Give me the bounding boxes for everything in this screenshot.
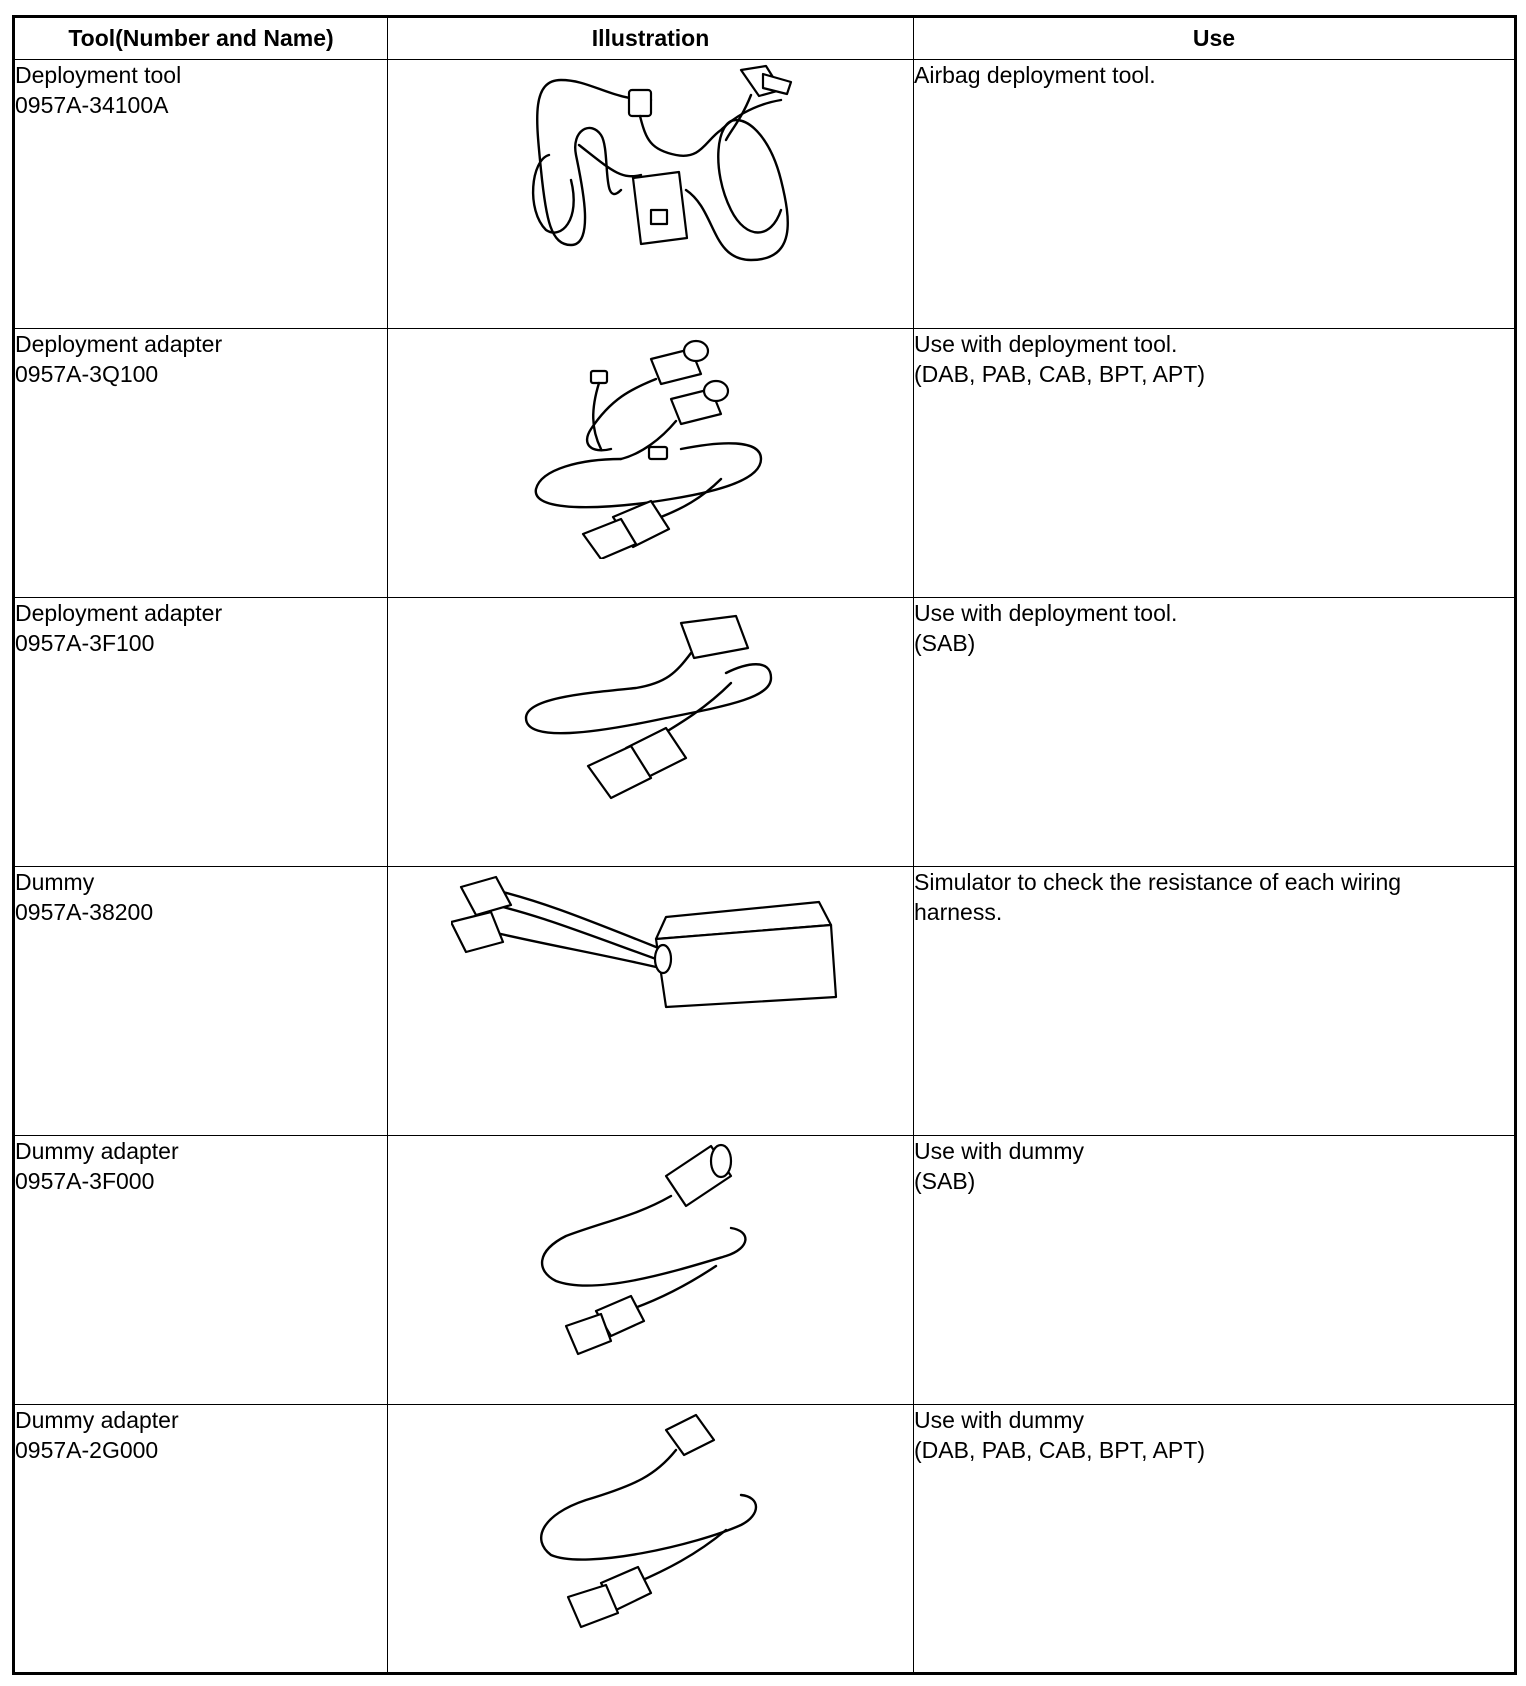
tool-name: Dummy bbox=[15, 869, 95, 895]
tool-name: Deployment adapter bbox=[15, 600, 223, 626]
table-row bbox=[14, 1405, 1516, 1674]
tool-cell bbox=[14, 1405, 388, 1674]
illustration-cell bbox=[388, 598, 914, 867]
table-row bbox=[14, 60, 1516, 329]
use-line-2: harness. bbox=[914, 899, 1003, 925]
tool-name: Deployment tool bbox=[15, 62, 182, 88]
tool-number: 0957A-3Q100 bbox=[15, 361, 159, 387]
use-line-1: Use with dummy bbox=[914, 1407, 1084, 1433]
illustration-cell bbox=[388, 329, 914, 598]
tool-cell bbox=[14, 598, 388, 867]
tool-number: 0957A-2G000 bbox=[15, 1437, 159, 1463]
tool-cell bbox=[14, 60, 388, 329]
use-cell bbox=[914, 1405, 1516, 1674]
use-line-1: Use with dummy bbox=[914, 1138, 1084, 1164]
use-cell bbox=[914, 598, 1516, 867]
dummy-adapter-icon bbox=[526, 1405, 776, 1635]
use-line-2: (SAB) bbox=[914, 1168, 976, 1194]
table-row bbox=[14, 329, 1516, 598]
use-line-1: Airbag deployment tool. bbox=[914, 62, 1156, 88]
header-use: Use bbox=[914, 17, 1516, 60]
tool-name: Dummy adapter bbox=[15, 1407, 179, 1433]
use-cell bbox=[914, 1136, 1516, 1405]
tool-cell bbox=[14, 867, 388, 1136]
deployment-adapter-icon bbox=[516, 598, 786, 828]
dummy-icon bbox=[451, 867, 851, 1017]
illustration-cell bbox=[388, 1136, 914, 1405]
use-cell bbox=[914, 867, 1516, 1136]
dummy-adapter-icon bbox=[526, 1136, 776, 1366]
illustration-cell bbox=[388, 1405, 914, 1674]
illustration-cell bbox=[388, 867, 914, 1136]
tool-name: Dummy adapter bbox=[15, 1138, 179, 1164]
tool-number: 0957A-38200 bbox=[15, 899, 154, 925]
use-line-2: (DAB, PAB, CAB, BPT, APT) bbox=[914, 361, 1205, 387]
use-cell bbox=[914, 60, 1516, 329]
table-header-row bbox=[14, 17, 1516, 60]
tool-number: 0957A-34100A bbox=[15, 92, 169, 118]
tool-number: 0957A-3F100 bbox=[15, 630, 155, 656]
deployment-adapter-icon bbox=[521, 329, 781, 559]
use-line-2: (DAB, PAB, CAB, BPT, APT) bbox=[914, 1437, 1205, 1463]
illustration-cell bbox=[388, 60, 914, 329]
deployment-tool-icon bbox=[501, 60, 801, 270]
use-line-1: Use with deployment tool. bbox=[914, 331, 1178, 357]
special-tools-table bbox=[12, 15, 1517, 1675]
header-tool: Tool(Number and Name) bbox=[14, 17, 388, 60]
tool-name: Deployment adapter bbox=[15, 331, 223, 357]
use-cell bbox=[914, 329, 1516, 598]
table-row bbox=[14, 598, 1516, 867]
table-row bbox=[14, 867, 1516, 1136]
use-line-1: Simulator to check the resistance of each wiring bbox=[914, 869, 1402, 895]
tool-number: 0957A-3F000 bbox=[15, 1168, 155, 1194]
tool-cell bbox=[14, 1136, 388, 1405]
tool-cell bbox=[14, 329, 388, 598]
use-line-2: (SAB) bbox=[914, 630, 976, 656]
use-line-1: Use with deployment tool. bbox=[914, 600, 1178, 626]
table-row bbox=[14, 1136, 1516, 1405]
header-illustration: Illustration bbox=[388, 17, 914, 60]
